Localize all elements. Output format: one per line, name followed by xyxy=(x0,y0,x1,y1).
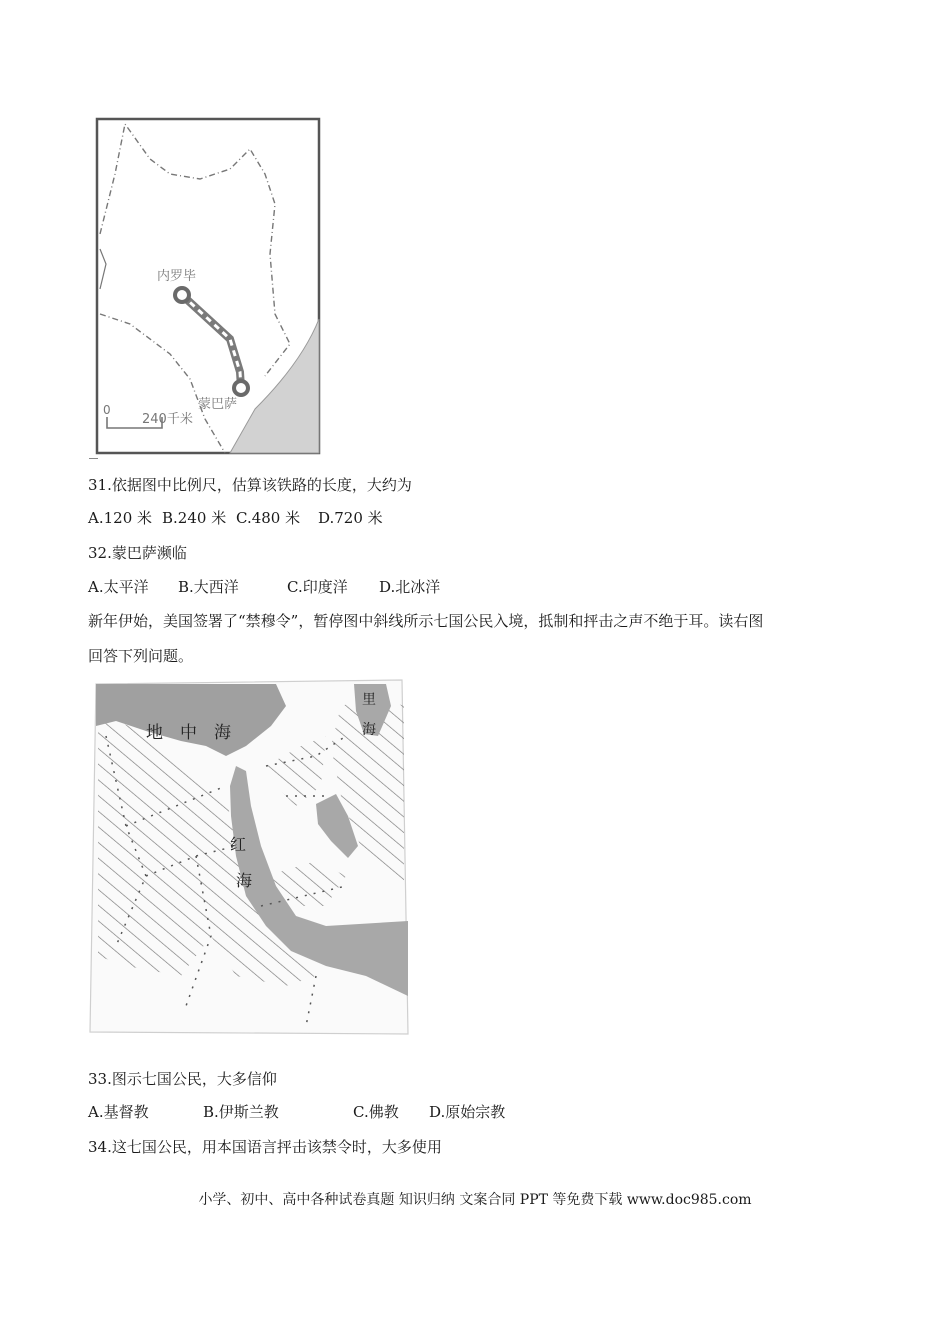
med-char-1: 地 xyxy=(146,723,163,743)
q31-option-c: C.480 米 xyxy=(236,509,301,527)
question-32-stem: 32.蒙巴萨濒临 xyxy=(88,544,187,562)
city-mombasa-label: 蒙巴萨 xyxy=(198,397,238,412)
kenya-railway-map xyxy=(90,114,322,460)
intro-line-2: 回答下列问题。 xyxy=(88,647,194,665)
q32-option-d: D.北冰洋 xyxy=(379,578,441,596)
q31-option-d: D.720 米 xyxy=(318,509,383,527)
caspian-char-2: 海 xyxy=(362,722,376,738)
q32-option-b: B.大西洋 xyxy=(178,578,239,596)
nairobi-marker xyxy=(175,288,189,302)
page-footer: 小学、初中、高中各种试卷真题 知识归纳 文案合同 PPT 等免费下载 www.doc985.com xyxy=(198,1192,752,1208)
question-33-stem: 33.图示七国公民，大多信仰 xyxy=(88,1070,277,1088)
red-sea-char-1: 红 xyxy=(230,835,247,854)
caspian-char-1: 里 xyxy=(362,692,376,708)
question-31-stem: 31.依据图中比例尺，估算该铁路的长度，大约为 xyxy=(88,476,412,494)
q33-option-d: D.原始宗教 xyxy=(429,1103,506,1121)
mombasa-marker xyxy=(234,381,248,395)
red-sea-char-2: 海 xyxy=(236,871,253,890)
middle-east-map xyxy=(86,676,410,1040)
q32-option-c: C.印度洋 xyxy=(287,578,348,596)
intro-line-1: 新年伊始，美国签署了“禁穆令”，暂停图中斜线所示七国公民入境，抵制和抨击之声不绝于耳。读右图 xyxy=(88,612,764,630)
scale-value-label: 240千米 xyxy=(142,412,193,427)
med-char-2: 中 xyxy=(180,723,197,743)
city-nairobi-label: 内罗毕 xyxy=(157,269,197,284)
question-34-stem: 34.这七国公民，用本国语言抨击该禁令时，大多使用 xyxy=(88,1138,442,1156)
q33-option-c: C.佛教 xyxy=(353,1103,399,1121)
q33-option-b: B.伊斯兰教 xyxy=(203,1103,279,1121)
q33-option-a: A.基督教 xyxy=(88,1103,149,1121)
q31-option-b: B.240 米 xyxy=(162,509,227,527)
map1-underline xyxy=(89,458,98,459)
q32-option-a: A.太平洋 xyxy=(88,578,149,596)
q31-option-a: A.120 米 xyxy=(88,509,152,527)
med-char-3: 海 xyxy=(214,723,231,743)
scale-zero-label: 0 xyxy=(103,403,111,417)
